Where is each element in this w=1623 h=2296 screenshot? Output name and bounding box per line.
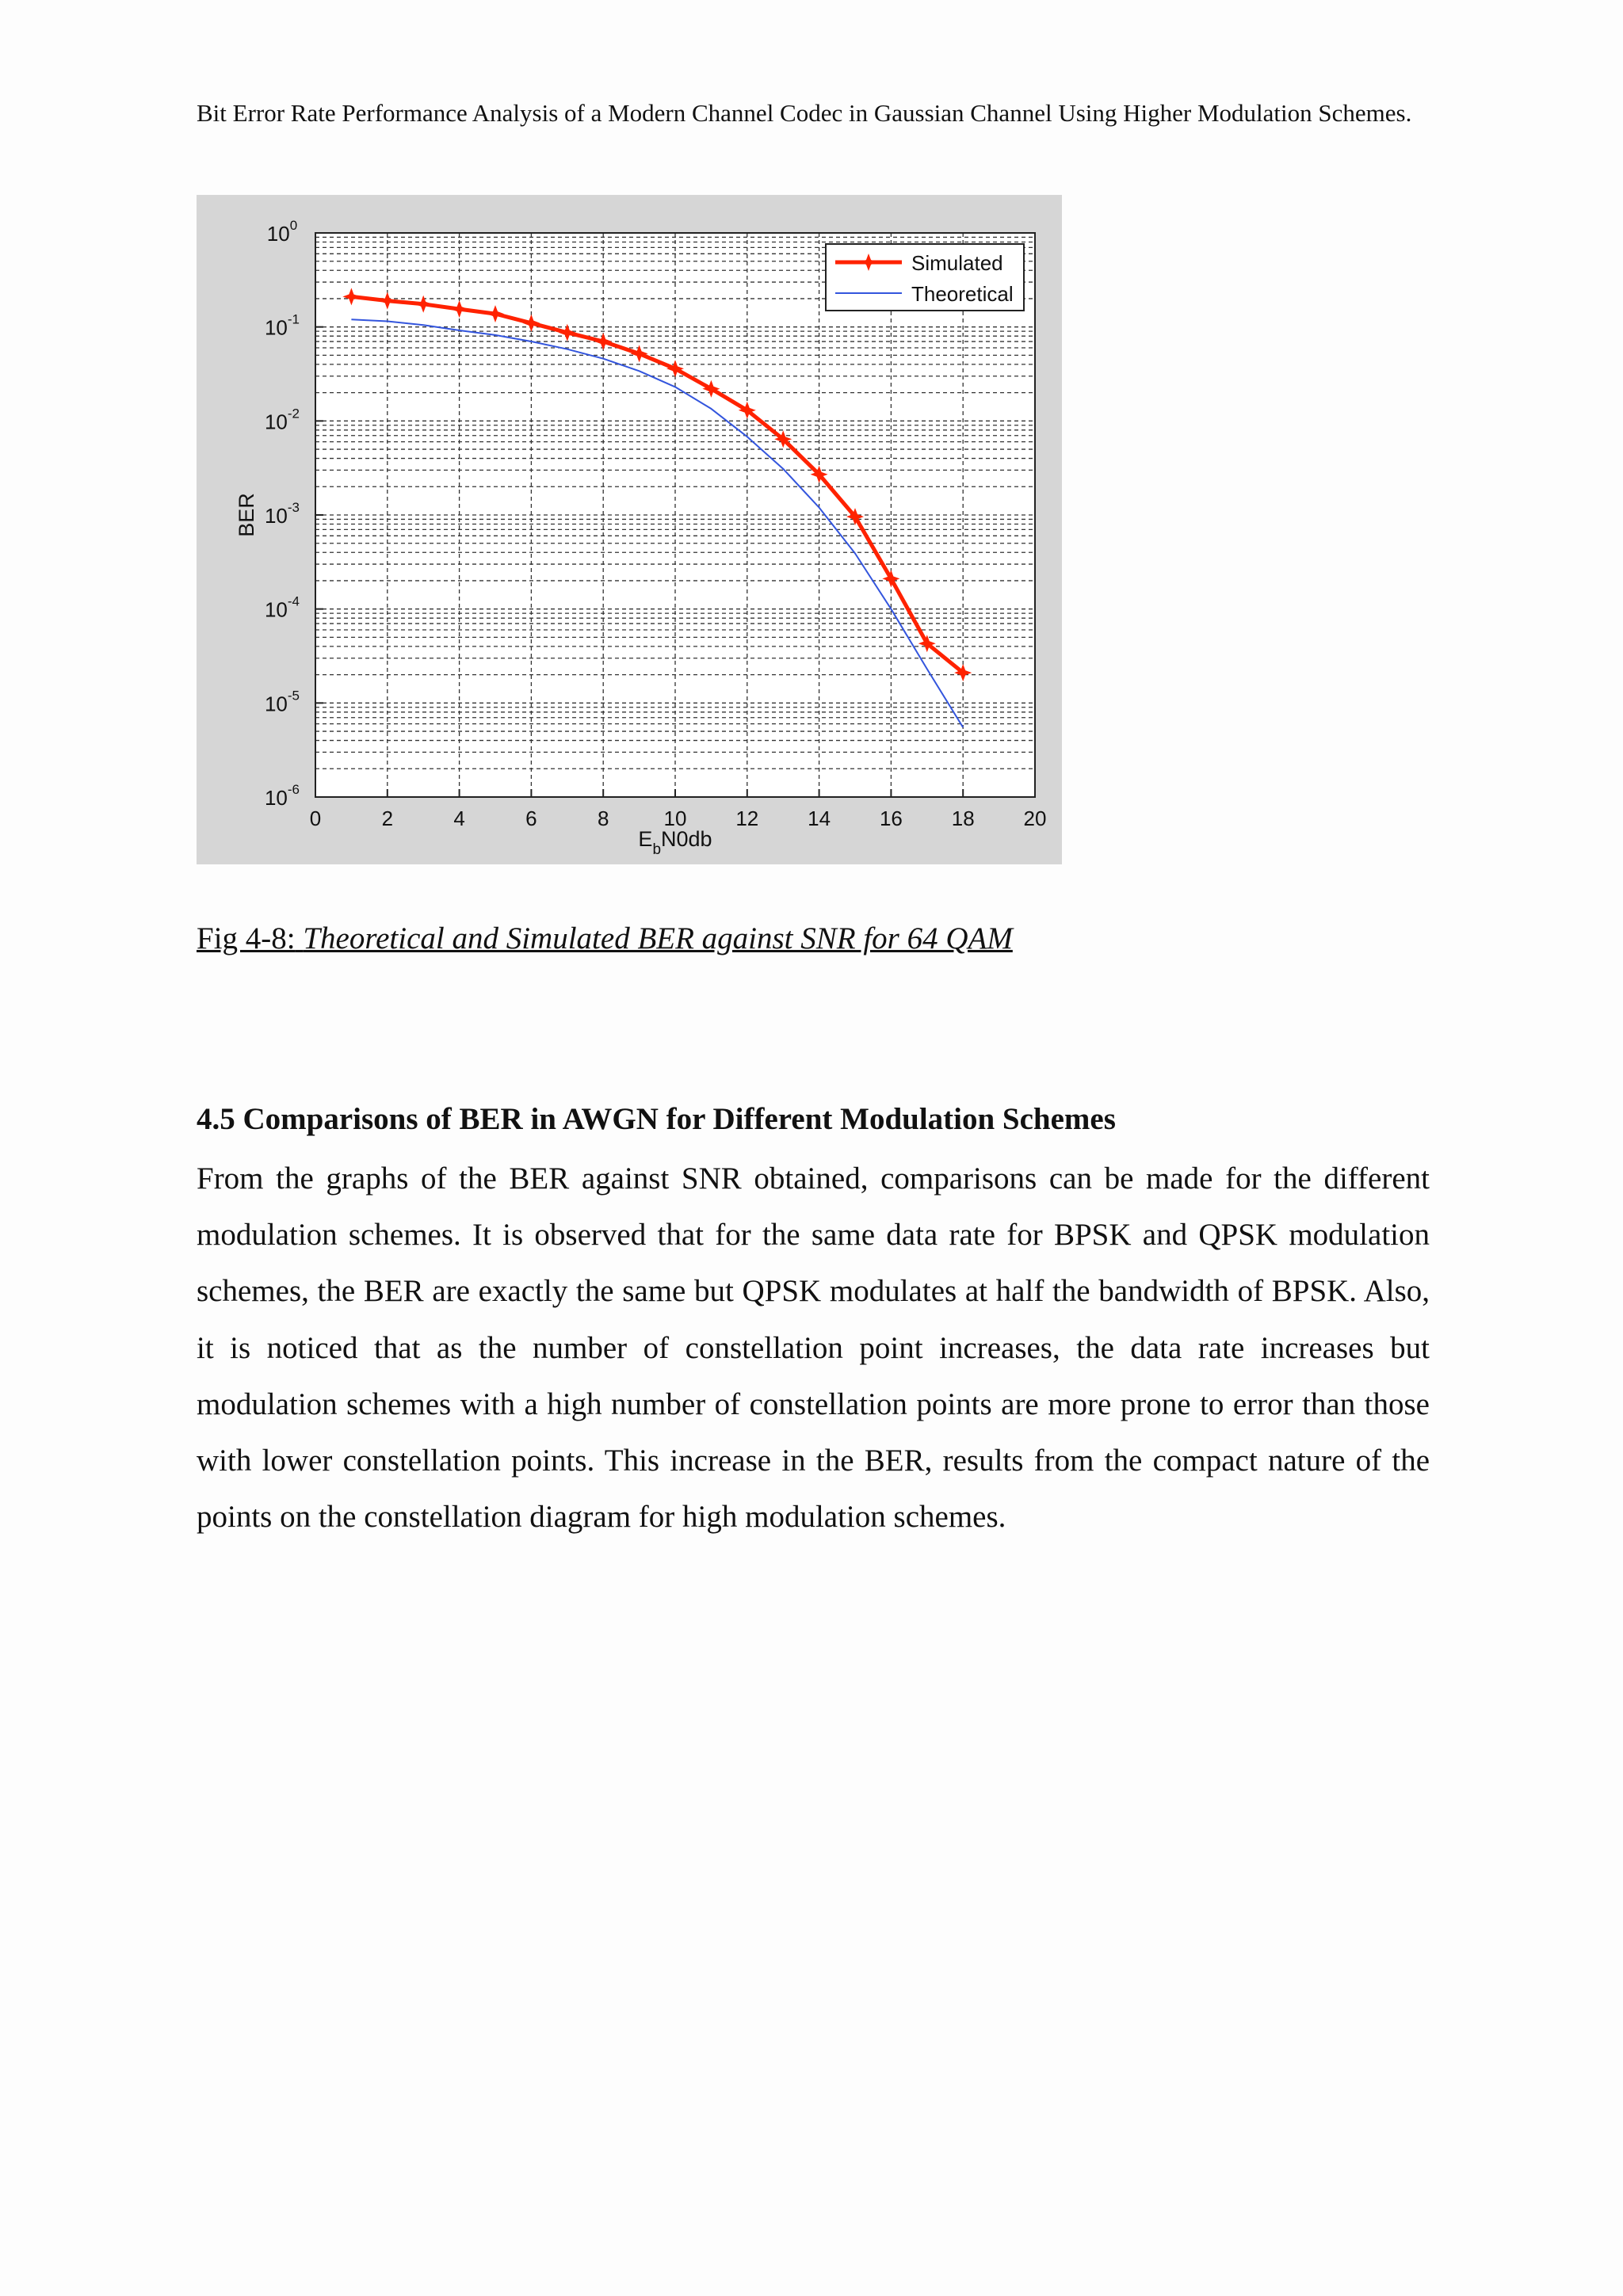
ber-chart — [197, 195, 1062, 864]
x-tick-label: 8 — [597, 807, 609, 830]
x-tick-label: 0 — [309, 807, 322, 830]
y-axis-label: BER — [235, 493, 258, 537]
x-tick-label: 16 — [879, 807, 903, 830]
figure-caption — [197, 921, 1013, 956]
y-tick-label: $10^0$ — [266, 218, 298, 246]
caption-title: Theoretical and Simulated BER against SNR for 64 QAM — [303, 921, 1013, 955]
x-tick-label: 14 — [808, 807, 831, 830]
y-tick-label: $10^{-5}$ — [264, 688, 300, 716]
x-tick-label: 2 — [381, 807, 394, 830]
running-header: Bit Error Rate Performance Analysis of a Modern Channel Codec in Gaussian Channel Using Higher Modulation Schemes. — [197, 99, 1412, 127]
y-tick-label: $10^{-3}$ — [264, 500, 300, 528]
y-tick-label: $10^{-1}$ — [264, 311, 300, 340]
x-tick-label: 10 — [663, 807, 687, 830]
y-tick-label: $10^{-6}$ — [264, 782, 300, 810]
x-tick-label: 4 — [453, 807, 465, 830]
legend-simulated-label: Simulated — [911, 251, 1003, 275]
x-tick-label: 12 — [735, 807, 759, 830]
y-tick-label: $10^{-2}$ — [264, 406, 300, 434]
body-paragraph: From the graphs of the BER against SNR obtained, comparisons can be made for the different modulation schemes. It is observed that for the same data rate for BPSK and QPSK modulation schemes, the BER are exactly the same but QPSK modulates at half the bandwidth of BPSK. Also, it is noticed that as the number of constellation point increases, the data rate increases but modulation schemes with a high number of constellation points are more prone to error than those with lower constellation points. This increase in the BER, results from the compact nature of the points on the constellation diagram for high modulation schemes. — [197, 1161, 1430, 1535]
section-heading: 4.5 Comparisons of BER in AWGN for Different Modulation Schemes — [197, 1102, 1116, 1136]
ber-figure — [197, 195, 1062, 864]
caption-prefix: Fig 4-8: — [197, 921, 296, 955]
x-tick-label: 20 — [1023, 807, 1047, 830]
legend — [826, 244, 1024, 311]
legend-theoretical-label: Theoretical — [911, 282, 1014, 306]
x-axis-label: $E_bN0db$ — [638, 827, 712, 858]
x-tick-label: 6 — [525, 807, 537, 830]
y-tick-label: $10^{-4}$ — [264, 593, 300, 622]
x-tick-label: 18 — [951, 807, 975, 830]
